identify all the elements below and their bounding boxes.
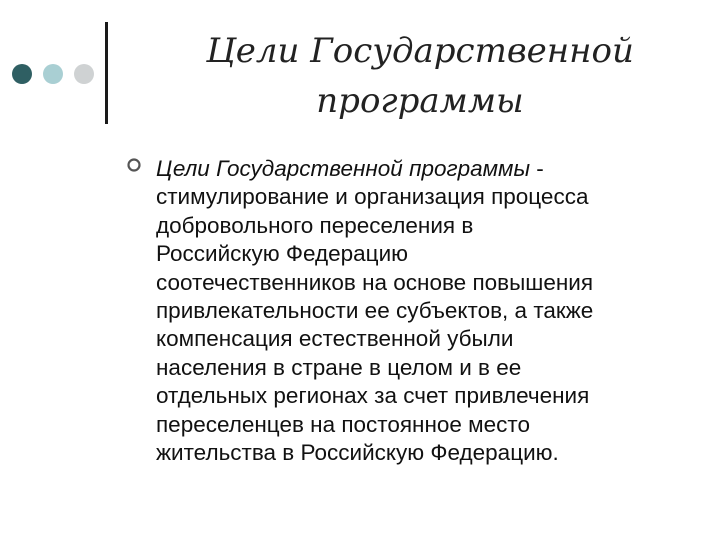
bullet-text-line: компенсация естественной убыли xyxy=(156,326,514,352)
dot-teal-icon xyxy=(43,64,63,84)
bullet-text-line: переселенцев на постоянное место xyxy=(156,411,530,437)
bullet-text-first-line xyxy=(156,155,676,183)
dot-dark-icon xyxy=(12,64,32,84)
bullet-lead: Цели Государственной программы xyxy=(156,156,531,181)
bullet-text-line: стимулирование и организация процесса xyxy=(156,184,589,210)
bullet-text-line: населения в стране в целом и в ее xyxy=(156,354,522,380)
decorative-dots xyxy=(12,64,92,86)
bullet-text-line: отдельных регионах за счет привлечения xyxy=(156,383,590,409)
bullet-text-line: добровольного переселения в xyxy=(156,212,474,238)
bullet-text-line: Российскую Федерацию xyxy=(156,241,409,267)
bullet-text-line: соотечественников на основе повышения xyxy=(156,269,594,295)
slide-title-line-1: Цели Государственной xyxy=(206,31,634,71)
bullet-text-line: привлекательности ее субъектов, а также xyxy=(156,298,594,324)
dot-gray-icon xyxy=(74,64,94,84)
bullet-text xyxy=(156,155,676,467)
bullet-lead-dash: - xyxy=(530,156,544,181)
bullet-text-line: жительства в Российскую Федерацию. xyxy=(156,440,559,466)
circle-bullet-icon xyxy=(126,157,144,175)
slide-title-line-2: программы xyxy=(316,81,524,121)
title-divider xyxy=(105,22,108,124)
slide-title xyxy=(150,26,690,126)
